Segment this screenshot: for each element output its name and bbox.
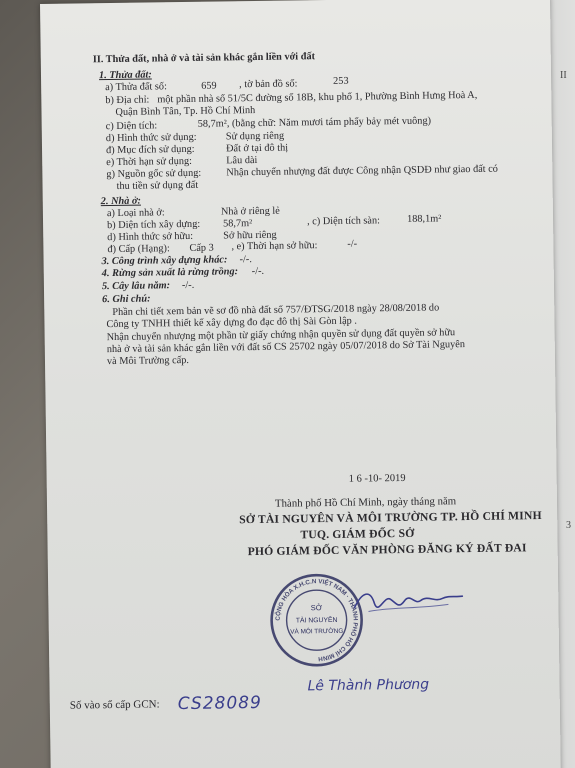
land-area-value: 58,7m², (bằng chữ: Năm mươi tám phẩy bảy mét vuông) [197, 115, 432, 130]
ownership-term-value: -/- [347, 238, 358, 250]
build-area-value: 58,7m² [223, 218, 253, 230]
certificate-page [40, 0, 561, 768]
house-type-label: a) Loại nhà ở: [106, 207, 165, 220]
usage-form-value: Sử dụng riêng [225, 130, 285, 143]
house-grade-value: Cấp 3 [189, 242, 214, 254]
notes-line-3: Nhận chuyển nhượng một phần từ giấy chứng nhận quyền sử dụng đất quyền sở hữu [106, 327, 456, 344]
usage-origin-value-line2: thu tiền sử dụng đất [116, 179, 199, 192]
department-name: SỞ TÀI NGUYÊN VÀ MÔI TRƯỜNG TP. HỒ CHÍ MINH [239, 509, 542, 527]
ownership-term-label: , e) Thời hạn sở hữu: [231, 240, 318, 253]
notes-line-2: Công ty TNHH thiết kế xây dựng đo đạc đô thị Sài Gòn lập . [106, 315, 358, 331]
house-grade-label: đ) Cấp (Hạng): [107, 243, 170, 256]
usage-origin-value-line1: Nhận chuyển nhượng đất được Công nhận QSDĐ như giao đất có [226, 163, 499, 179]
section-title: II. Thửa đất, nhà ở và tài sản khác gắn liền với đất [92, 51, 316, 66]
usage-origin-label: g) Nguồn gốc sử dụng: [106, 167, 202, 181]
notes-heading: 6. Ghi chú: [102, 293, 151, 306]
planted-forest-value: -/-. [251, 265, 265, 278]
floor-area-value: 188,1m² [406, 213, 442, 225]
stamp-center-line-2: TÀI NGUYÊN [295, 616, 338, 625]
land-heading: 1. Thửa đất: [98, 69, 152, 82]
date-stamp: 1 6 -10- 2019 [348, 472, 406, 485]
floor-area-label: , c) Diện tích sàn: [306, 215, 381, 228]
notes-line-1: Phần chi tiết xem bản vẽ sơ đồ nhà đất số 757/ĐTSG/2018 ngày 28/08/2018 do [112, 302, 440, 319]
build-area-label: b) Diện tích xây dựng: [107, 218, 201, 232]
stamp-center-line-1: SỞ [310, 603, 323, 613]
usage-term-value: Lâu dài [226, 154, 258, 167]
gcn-register-number: CS28089 [177, 692, 262, 715]
land-parcel-value: 659 [201, 80, 217, 92]
background-sheet-mark: II [560, 70, 567, 81]
notes-line-4: nhà ở và tài sản khác gắn liền với đất số CS 25702 ngày 05/07/2018 do Sở Tài Nguyên [106, 339, 466, 356]
signer-name: Lê Thành Phương [307, 676, 430, 695]
place-date-line: Thành phố Hồ Chí Minh, ngày tháng năm [274, 495, 457, 510]
land-area-label: c) Diện tích: [105, 120, 158, 133]
stamp-ring-text: CỘNG HÒA X.H.C.N VIỆT NAM · THÀNH PHỐ HỒ CHÍ MINH [274, 578, 359, 663]
signer-title: PHÓ GIÁM ĐỐC VĂN PHÒNG ĐĂNG KÝ ĐẤT ĐAI [247, 541, 527, 559]
address-value-line2: Quận Bình Tân, Tp. Hồ Chí Minh [115, 105, 256, 118]
stamp-center-line-3: VÀ MÔI TRƯỜNG [290, 627, 344, 636]
authorization-line: TUQ. GIÁM ĐỐC SỞ [300, 526, 415, 542]
ownership-form-value: Sở hữu riêng [223, 229, 277, 242]
address-value-line1: một phần nhà số 51/5C đường số 18B, khu phố 1, Phường Bình Hưng Hoà A, [157, 89, 478, 106]
perennial-trees-value: -/-. [181, 279, 195, 292]
other-construction-value: -/-. [239, 254, 252, 266]
planted-forest-label: 4. Rừng sản xuất là rừng trồng: [101, 266, 239, 280]
house-heading: 2. Nhà ở: [100, 195, 141, 208]
map-sheet-value: 253 [333, 75, 349, 87]
usage-term-label: e) Thời hạn sử dụng: [106, 155, 193, 169]
address-label: b) Địa chỉ: [105, 94, 150, 107]
gcn-register-label: Số vào sổ cấp GCN: [69, 698, 160, 712]
land-parcel-label: a) Thửa đất số: [105, 81, 167, 94]
house-type-value: Nhà ở riêng lẻ [220, 205, 280, 218]
ownership-form-label: d) Hình thức sở hữu: [107, 230, 194, 244]
usage-purpose-label: đ) Mục đích sử dụng: [105, 143, 195, 157]
usage-form-label: d) Hình thức sử dụng: [105, 131, 197, 145]
perennial-trees-label: 5. Cây lâu năm: [101, 280, 171, 293]
usage-purpose-value: Đất ở tại đô thị [225, 142, 289, 155]
map-sheet-label: , tờ bản đồ số: [239, 78, 298, 91]
handwritten-signature [348, 576, 469, 624]
background-sheet-mark-2: 3 [566, 520, 571, 531]
notes-line-5: và Môi Trường cấp. [106, 354, 190, 368]
other-construction-label: 3. Công trình xây dựng khác: [101, 254, 228, 268]
